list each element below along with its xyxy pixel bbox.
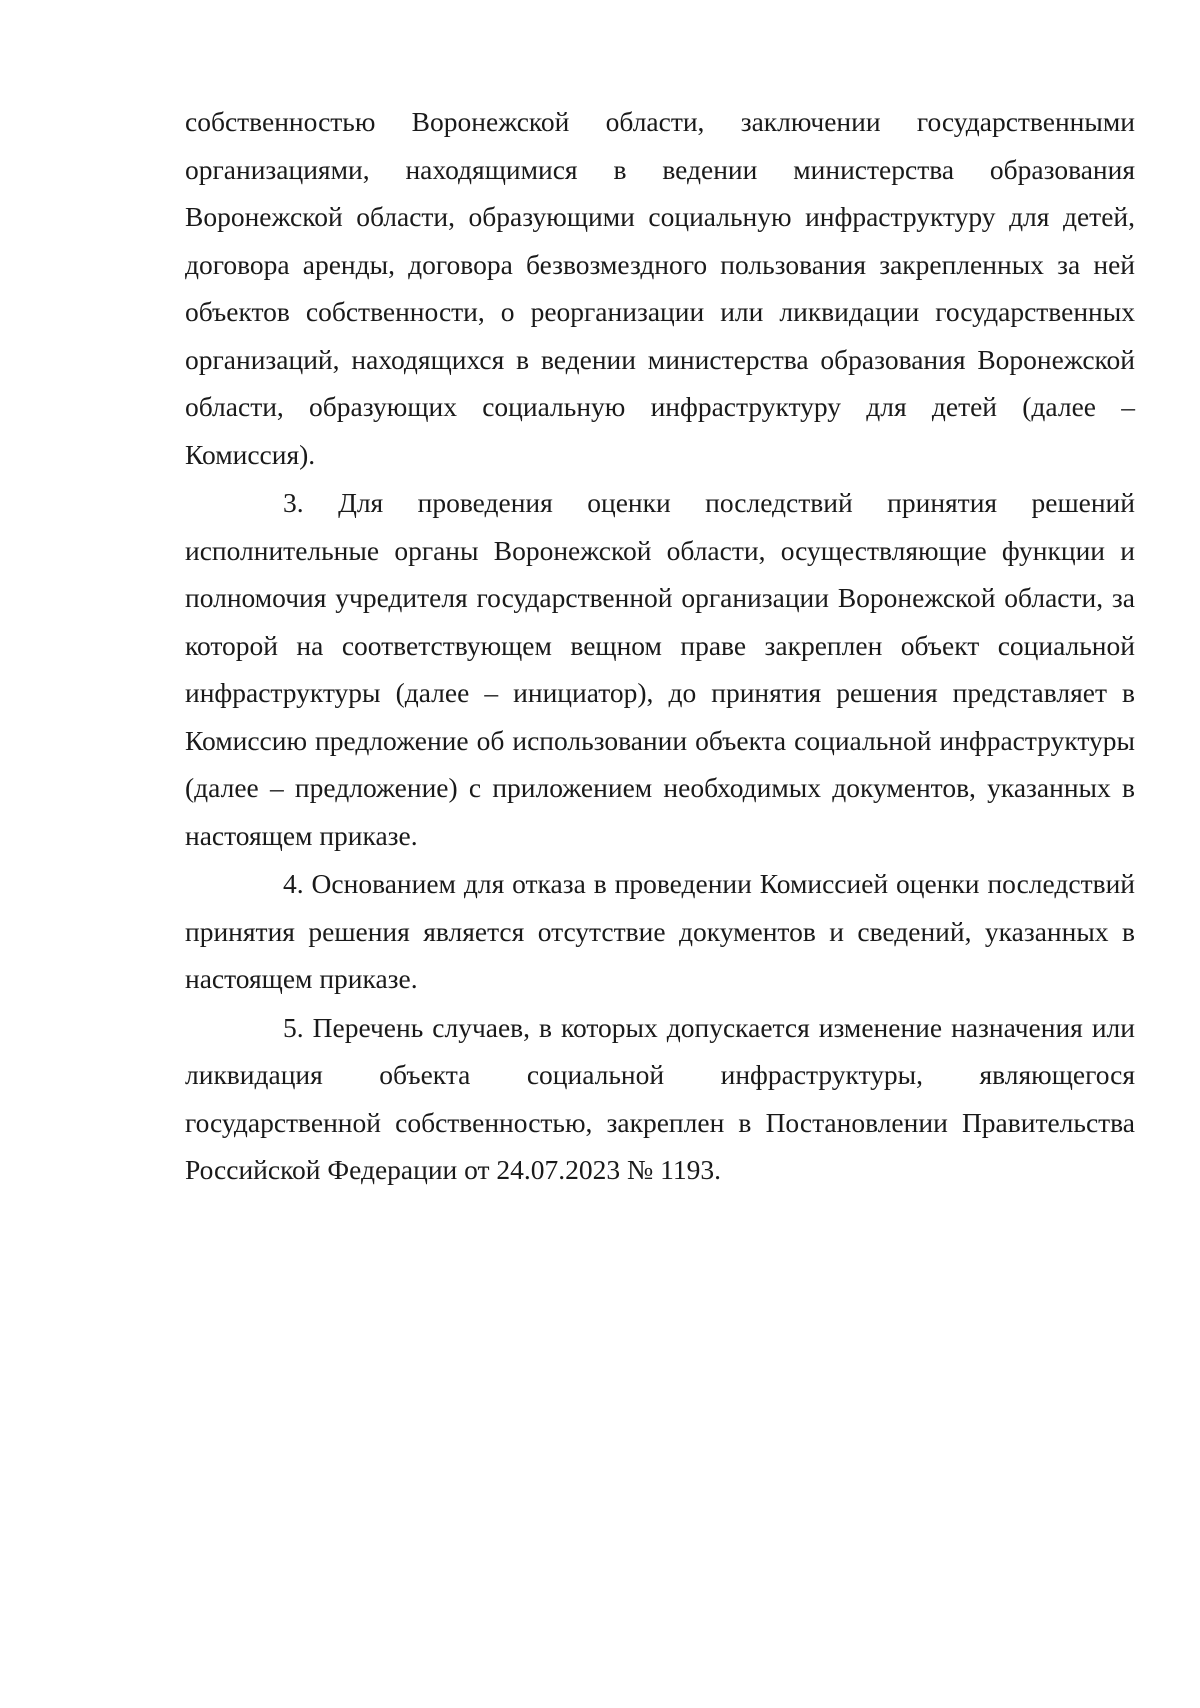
paragraph-3: 3. Для проведения оценки последствий принятия решений исполнительные органы Воронежской области, осуществляющие функции и полномочия учредителя государственной организации Воронежской области, за которой на соответствующем вещном праве закреплен объект социальной инфраструктуры (далее – инициатор), до принятия решения представляет в Комиссию предложение об использовании объекта социальной инфраструктуры (далее – предложение) с приложением необходимых документов, указанных в настоящем приказе. (185, 487, 1135, 851)
paragraph-5: 5. Перечень случаев, в которых допускается изменение назначения или ликвидация объекта социальной инфраструктуры, являющегося государственной собственностью, закреплен в Постановлении Правительства Российской Федерации от 24.07.2023 № 1193. (185, 1011, 1135, 1185)
document-body (185, 98, 1135, 1194)
paragraph-continuation: собственностью Воронежской области, заключении государственными организациями, находящимися в ведении министерства образования Воронежской области, образующими социальную инфраструктуру для детей, договора аренды, договора безвозмездного пользования закрепленных за ней объектов собственности, о реорганизации или ликвидации государственных организаций, находящихся в ведении министерства образования Воронежской области, образующих социальную инфраструктуру для детей (далее – Комиссия). (185, 106, 1135, 470)
paragraph-4: 4. Основанием для отказа в проведении Комиссией оценки последствий принятия решения является отсутствие документов и сведений, указанных в настоящем приказе. (185, 868, 1135, 994)
